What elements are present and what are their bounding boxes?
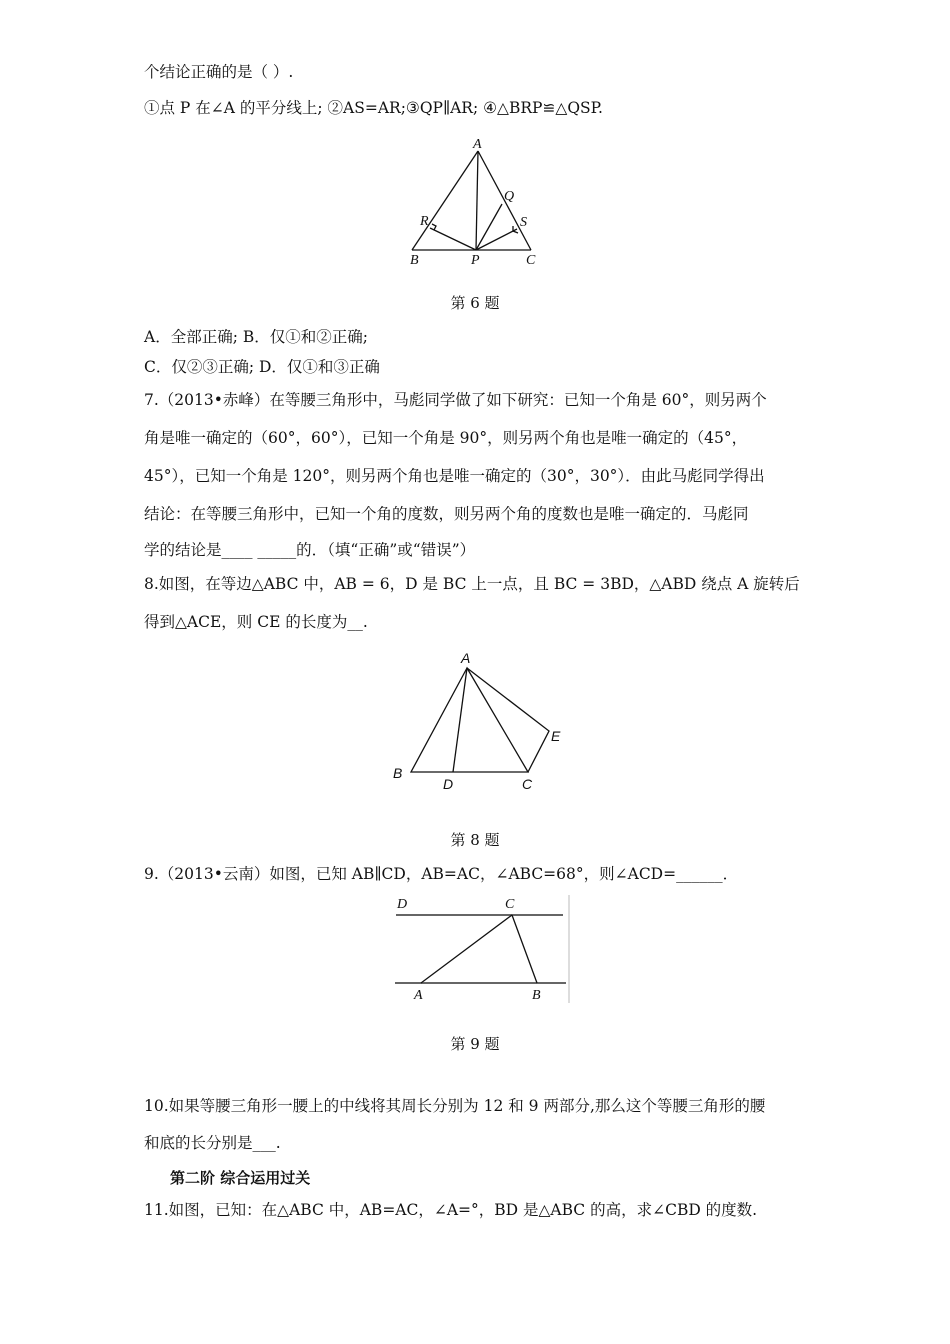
q8-line: 得到△ACE，则 CE 的长度为__.: [144, 613, 368, 631]
label-B: B: [393, 765, 403, 781]
q7-line: 学的结论是____ _____的．（填“正确”或“错误”）: [144, 541, 476, 559]
label-C: C: [522, 776, 533, 792]
label-P: P: [471, 253, 480, 268]
q9-line: 9.（2013•云南）如图，已知 AB∥CD，AB=AC，∠ABC=68°，则∠ACD=______．: [144, 865, 739, 883]
section-heading: 第二阶 综合运用过关: [170, 1169, 311, 1187]
figure-q8: [411, 668, 549, 772]
label-C: C: [505, 897, 515, 912]
q8-line: 8.如图，在等边△ABC 中，AB = 6，D 是 BC 上一点，且 BC = 3BD，△ABD 绕点 A 旋转后: [144, 575, 800, 593]
q6-stem-line: 个结论正确的是（ ）.: [144, 63, 294, 81]
label-D: D: [443, 776, 454, 792]
q7-line: 45°），已知一个角是 120°，则另两个角也是唯一确定的（30°，30°）．由此马彪同学得出: [144, 467, 765, 485]
q10-line: 和底的长分别是___.: [144, 1134, 281, 1152]
figure-caption: 第 8 题: [450, 831, 500, 849]
label-E: E: [551, 728, 561, 744]
label-S: S: [520, 215, 527, 230]
q7-line: 角是唯一确定的（60°，60°），已知一个角是 90°，则另两个角也是唯一确定的（45°，: [144, 429, 748, 447]
figure-q9: [395, 895, 569, 1003]
label-D: D: [397, 897, 408, 912]
q10-line: 10.如果等腰三角形一腰上的中线将其周长分别为 12 和 9 两部分,那么这个等腰三角形的腰: [144, 1097, 766, 1115]
q6-statements: ①点 P 在∠A 的平分线上; ②AS=AR;③QP∥AR; ④△BRP≌△QSP.: [144, 99, 603, 117]
q6-options: C．仅②③正确; D．仅①和③正确: [144, 358, 380, 376]
label-A: A: [461, 650, 471, 666]
label-A: A: [414, 988, 423, 1003]
q7-line: 7.（2013•赤峰）在等腰三角形中，马彪同学做了如下研究：已知一个角是 60°，则另两个: [144, 391, 767, 409]
q6-options: A．全部正确; B．仅①和②正确;: [144, 328, 368, 346]
label-B: B: [410, 253, 419, 268]
q7-line: 结论：在等腰三角形中，已知一个角的度数，则另两个角的度数也是唯一确定的．马彪同: [144, 505, 749, 523]
label-C: C: [526, 253, 536, 268]
figure-caption: 第 9 题: [450, 1035, 500, 1053]
q11-line: 11.如图，已知：在△ABC 中，AB=AC，∠A=°，BD 是△ABC 的高，求∠CBD 的度数.: [144, 1201, 758, 1219]
label-Q: Q: [504, 189, 515, 204]
label-B: B: [532, 988, 541, 1003]
figure-caption: 第 6 题: [450, 294, 500, 312]
label-R: R: [420, 214, 429, 229]
label-A: A: [473, 137, 482, 152]
